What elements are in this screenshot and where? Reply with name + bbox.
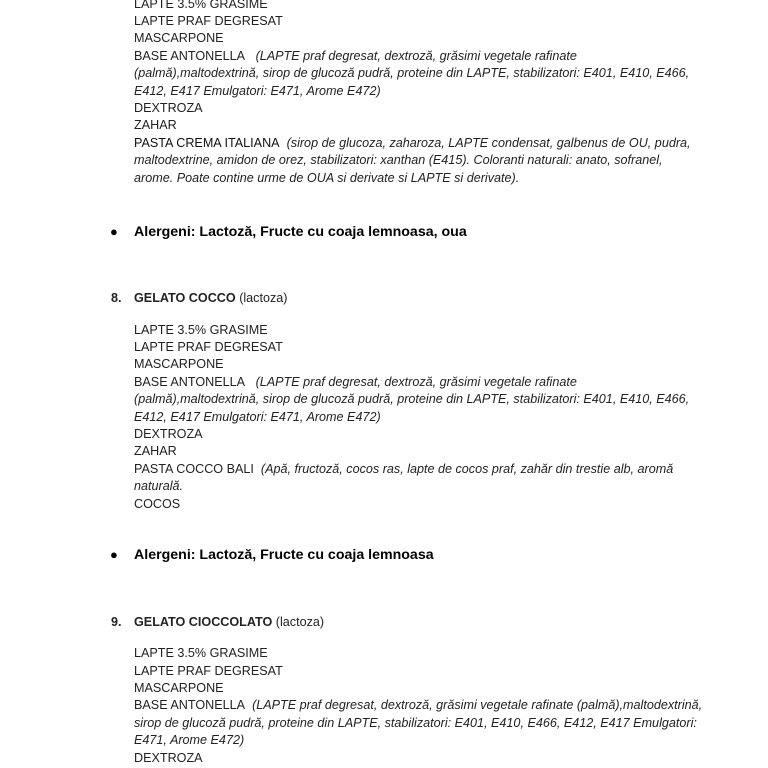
ingredient-line: LAPTE 3.5% GRASIME: [134, 0, 268, 11]
ingredient-description-line: (palmă),maltodextrină, sirop de glucoză pudră, proteine din LAPTE, stabilizatori: E401, E410, E466,: [134, 66, 690, 80]
bullet-icon: ●: [110, 224, 118, 239]
ingredient-line-pasta: [134, 461, 673, 478]
ingredient-line: MASCARPONE: [134, 31, 224, 45]
allergen-text: Alergeni: Lactoză, Fructe cu coaja lemnoasa: [134, 547, 434, 563]
section-title: GELATO CIOCCOLATO: [134, 615, 273, 629]
ingredient-description-line: E412, E417 Emulgatori: E471, Arome E472): [134, 410, 381, 424]
ingredient-line: ZAHAR: [134, 118, 177, 132]
ingredient-line: LAPTE 3.5% GRASIME: [134, 323, 268, 337]
ingredient-name: BASE ANTONELLA: [134, 49, 246, 63]
section-number: 8.: [111, 291, 122, 305]
ingredient-line-base: [134, 697, 702, 714]
section-heading: [111, 289, 287, 307]
ingredient-description: (LAPTE praf degresat, dextroză, grăsimi vegetale rafinate (palmă),maltodextrină,: [252, 698, 703, 712]
ingredient-line: LAPTE PRAF DEGRESAT: [134, 340, 283, 354]
ingredient-line-base: [134, 374, 577, 391]
ingredient-line: DEXTROZA: [134, 101, 203, 115]
ingredient-description-line: sirop de glucoză pudră, proteine din LAPTE, stabilizatori: E401, E410, E466, E412, E417 Emulgatori:: [134, 716, 697, 730]
ingredient-description: (LAPTE praf degresat, dextroză, grăsimi vegetale rafinate: [255, 49, 577, 63]
ingredient-description-line: E412, E417 Emulgatori: E471, Arome E472): [134, 84, 381, 98]
ingredient-description-line: maltodextrine, amidon de orez, stabilizatori: xanthan (E415). Coloranti naturali: anato, sofranel,: [134, 153, 663, 167]
section-note: (lactoza): [239, 291, 288, 305]
ingredient-description-line: arome. Poate contine urme de OUA si derivate si LAPTE si derivate).: [134, 171, 520, 185]
section-heading: [111, 613, 324, 631]
ingredient-line-pasta: [134, 135, 691, 152]
ingredient-description: (Apă, fructoză, cocos ras, lapte de cocos praf, zahăr din trestie alb, aromă: [260, 462, 674, 476]
ingredient-line: LAPTE PRAF DEGRESAT: [134, 14, 283, 28]
ingredient-description: (LAPTE praf degresat, dextroză, grăsimi vegetale rafinate: [255, 375, 577, 389]
section-note: (lactoza): [275, 615, 325, 629]
ingredient-name: PASTA COCCO BALI: [134, 462, 254, 476]
allergen-text: Alergeni: Lactoză, Fructe cu coaja lemnoasa, oua: [134, 224, 467, 240]
ingredient-name: PASTA CREMA ITALIANA: [134, 136, 280, 150]
ingredient-description: (sirop de glucoza, zaharoza, LAPTE condensat, galbenus de OU, pudra,: [286, 136, 691, 150]
ingredient-description-line: E471, Arome E472): [134, 733, 245, 747]
ingredient-line: MASCARPONE: [134, 357, 224, 371]
ingredient-line-base: [134, 48, 577, 65]
ingredient-line: DEXTROZA: [134, 751, 203, 765]
allergen-note: [110, 223, 467, 241]
ingredient-line: LAPTE PRAF DEGRESAT: [134, 664, 283, 678]
ingredient-name: BASE ANTONELLA: [134, 698, 246, 712]
allergen-note: [110, 546, 434, 564]
ingredient-description-line: naturală.: [134, 479, 184, 493]
ingredient-line: DEXTROZA: [134, 427, 203, 441]
ingredient-line: COCOS: [134, 497, 181, 511]
bullet-icon: ●: [110, 547, 118, 562]
section-number: 9.: [111, 615, 122, 629]
ingredient-description-line: (palmă),maltodextrină, sirop de glucoză pudră, proteine din LAPTE, stabilizatori: E401, E410, E466,: [134, 392, 690, 406]
ingredient-line: LAPTE 3.5% GRASIME: [134, 646, 268, 660]
ingredient-name: BASE ANTONELLA: [134, 375, 246, 389]
section-title: GELATO COCCO: [134, 291, 236, 305]
ingredient-line: ZAHAR: [134, 444, 177, 458]
ingredient-line: MASCARPONE: [134, 681, 224, 695]
